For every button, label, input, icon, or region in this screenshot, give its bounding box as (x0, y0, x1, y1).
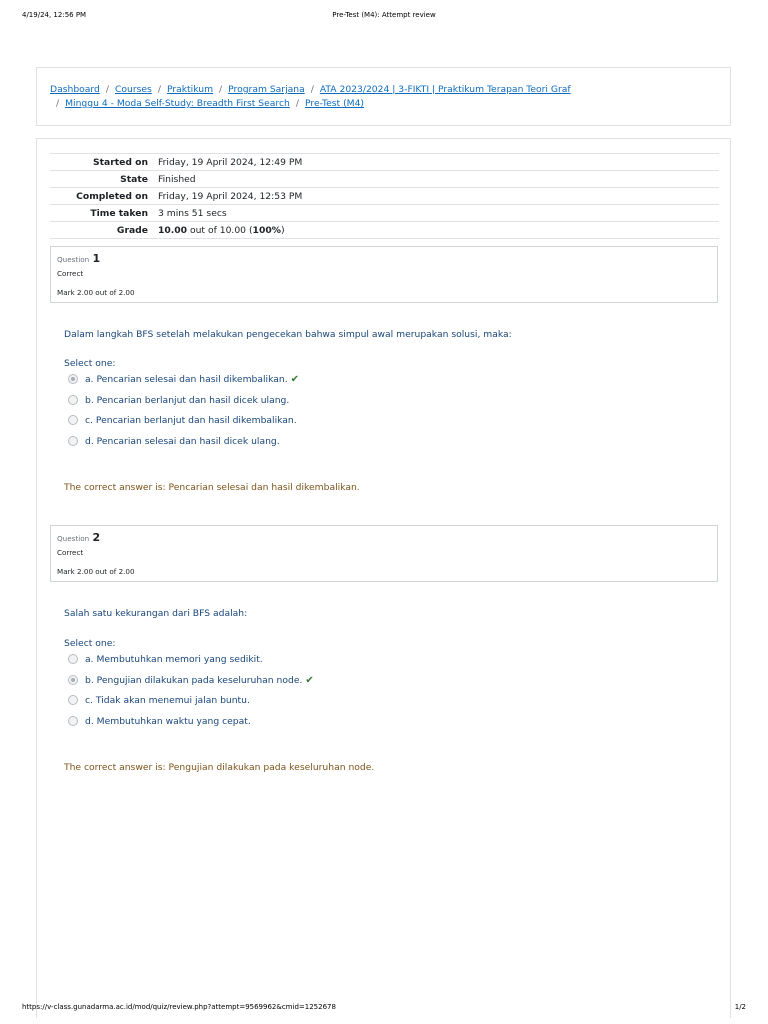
breadcrumb-separator: / (310, 84, 314, 95)
summary-row-completed (50, 188, 719, 205)
print-url: https://v-class.gunadarma.ac.id/mod/quiz/review.php?attempt=9569962&cmid=1252678 (22, 1003, 336, 1011)
check-icon: ✔ (290, 374, 300, 385)
answer-option-label: b. Pengujian dilakukan pada keseluruhan node. (85, 675, 303, 686)
summary-row-grade (50, 222, 719, 239)
breadcrumb-line-2 (56, 98, 364, 109)
breadcrumb-dashboard-link[interactable]: Dashboard (50, 84, 100, 95)
question-number-value: 2 (92, 531, 101, 544)
question-number-value: 1 (92, 252, 101, 265)
grade-label: Grade (116, 224, 148, 236)
question-label: Question (57, 534, 90, 543)
summary-row-time (50, 205, 719, 222)
started-value: Friday, 19 April 2024, 12:49 PM (158, 156, 303, 168)
completed-value: Friday, 19 April 2024, 12:53 PM (158, 190, 303, 202)
select-one-prompt: Select one: (64, 358, 116, 369)
print-title: Pre-Test (M4): Attempt review (332, 11, 436, 19)
question-state: Correct (57, 548, 84, 557)
radio-button[interactable] (68, 654, 78, 664)
question-info-2 (50, 525, 718, 582)
breadcrumb-line-1 (50, 84, 571, 95)
answer-option[interactable] (68, 394, 289, 408)
print-page-count: 1/2 (734, 1003, 746, 1011)
radio-button[interactable] (68, 415, 78, 425)
answer-option-label: c. Tidak akan menemui jalan buntu. (85, 695, 250, 706)
select-one-prompt: Select one: (64, 638, 116, 649)
breadcrumb-course-link[interactable]: ATA 2023/2024 | 3-FIKTI | Praktikum Terapan Teori Graf (319, 84, 571, 95)
attempt-review-region (36, 138, 731, 1018)
answer-option-label: a. Membutuhkan memori yang sedikit. (85, 654, 263, 665)
breadcrumb-separator: / (219, 84, 223, 95)
breadcrumb-separator: / (105, 84, 109, 95)
grade-percent: 100% (252, 224, 281, 236)
radio-button[interactable] (68, 675, 78, 685)
breadcrumb-separator: / (295, 98, 299, 109)
time-taken-value: 3 mins 51 secs (158, 207, 227, 219)
question-state: Correct (57, 269, 84, 278)
breadcrumb-separator: / (157, 84, 161, 95)
started-label: Started on (93, 156, 148, 168)
breadcrumb-week-link[interactable]: Minggu 4 - Moda Self-Study: Breadth First Search (65, 98, 290, 109)
check-icon: ✔ (305, 675, 314, 686)
answer-option[interactable] (68, 674, 314, 688)
print-header (0, 11, 768, 23)
attempt-summary-table (50, 153, 719, 239)
answer-option[interactable] (68, 435, 280, 449)
answer-option-label: b. Pencarian berlanjut dan hasil dicek ulang. (85, 395, 290, 406)
radio-button[interactable] (68, 374, 78, 384)
summary-row-started (50, 154, 719, 171)
breadcrumb-program-link[interactable]: Program Sarjana (228, 84, 305, 95)
question-text-1: Dalam langkah BFS setelah melakukan pengecekan bahwa simpul awal merupakan solusi, maka: (64, 329, 512, 340)
breadcrumb-separator: / (56, 98, 60, 109)
question-number (57, 531, 100, 544)
answer-option[interactable] (68, 715, 251, 729)
time-taken-label: Time taken (90, 207, 148, 219)
question-text-2: Salah satu kekurangan dari BFS adalah: (64, 608, 248, 619)
question-info-1 (50, 246, 718, 303)
summary-row-state (50, 171, 719, 188)
radio-button[interactable] (68, 436, 78, 446)
question-label: Question (57, 255, 90, 264)
answer-option-label: d. Membutuhkan waktu yang cepat. (85, 716, 251, 727)
state-value: Finished (158, 173, 196, 185)
question-mark: Mark 2.00 out of 2.00 (57, 288, 135, 297)
question-number (57, 252, 100, 265)
radio-button[interactable] (68, 395, 78, 405)
print-date: 4/19/24, 12:56 PM (22, 11, 87, 19)
correct-answer-feedback: The correct answer is: Pengujian dilakukan pada keseluruhan node. (64, 762, 375, 773)
radio-button[interactable] (68, 695, 78, 705)
breadcrumb-quiz-link[interactable]: Pre-Test (M4) (304, 98, 365, 109)
answer-option[interactable] (68, 414, 297, 428)
grade-score: 10.00 (158, 224, 188, 236)
radio-button[interactable] (68, 716, 78, 726)
grade-value: 10.00 out of 10.00 (100%) (158, 224, 285, 236)
answer-option[interactable] (68, 373, 299, 387)
breadcrumb (36, 67, 731, 126)
breadcrumb-courses-link[interactable]: Courses (114, 84, 152, 95)
answer-option-label: a. Pencarian selesai dan hasil dikembalikan. (85, 374, 288, 385)
answer-option-label: c. Pencarian berlanjut dan hasil dikembalikan. (85, 415, 297, 426)
state-label: State (120, 173, 148, 185)
correct-answer-feedback: The correct answer is: Pencarian selesai dan hasil dikembalikan. (64, 482, 360, 493)
breadcrumb-praktikum-link[interactable]: Praktikum (166, 84, 214, 95)
completed-label: Completed on (76, 190, 148, 202)
question-mark: Mark 2.00 out of 2.00 (57, 567, 135, 576)
answer-option[interactable] (68, 694, 250, 708)
answer-option[interactable] (68, 653, 263, 667)
grade-out-of: out of 10.00 (189, 224, 247, 236)
answer-option-label: d. Pencarian selesai dan hasil dicek ulang. (85, 436, 280, 447)
